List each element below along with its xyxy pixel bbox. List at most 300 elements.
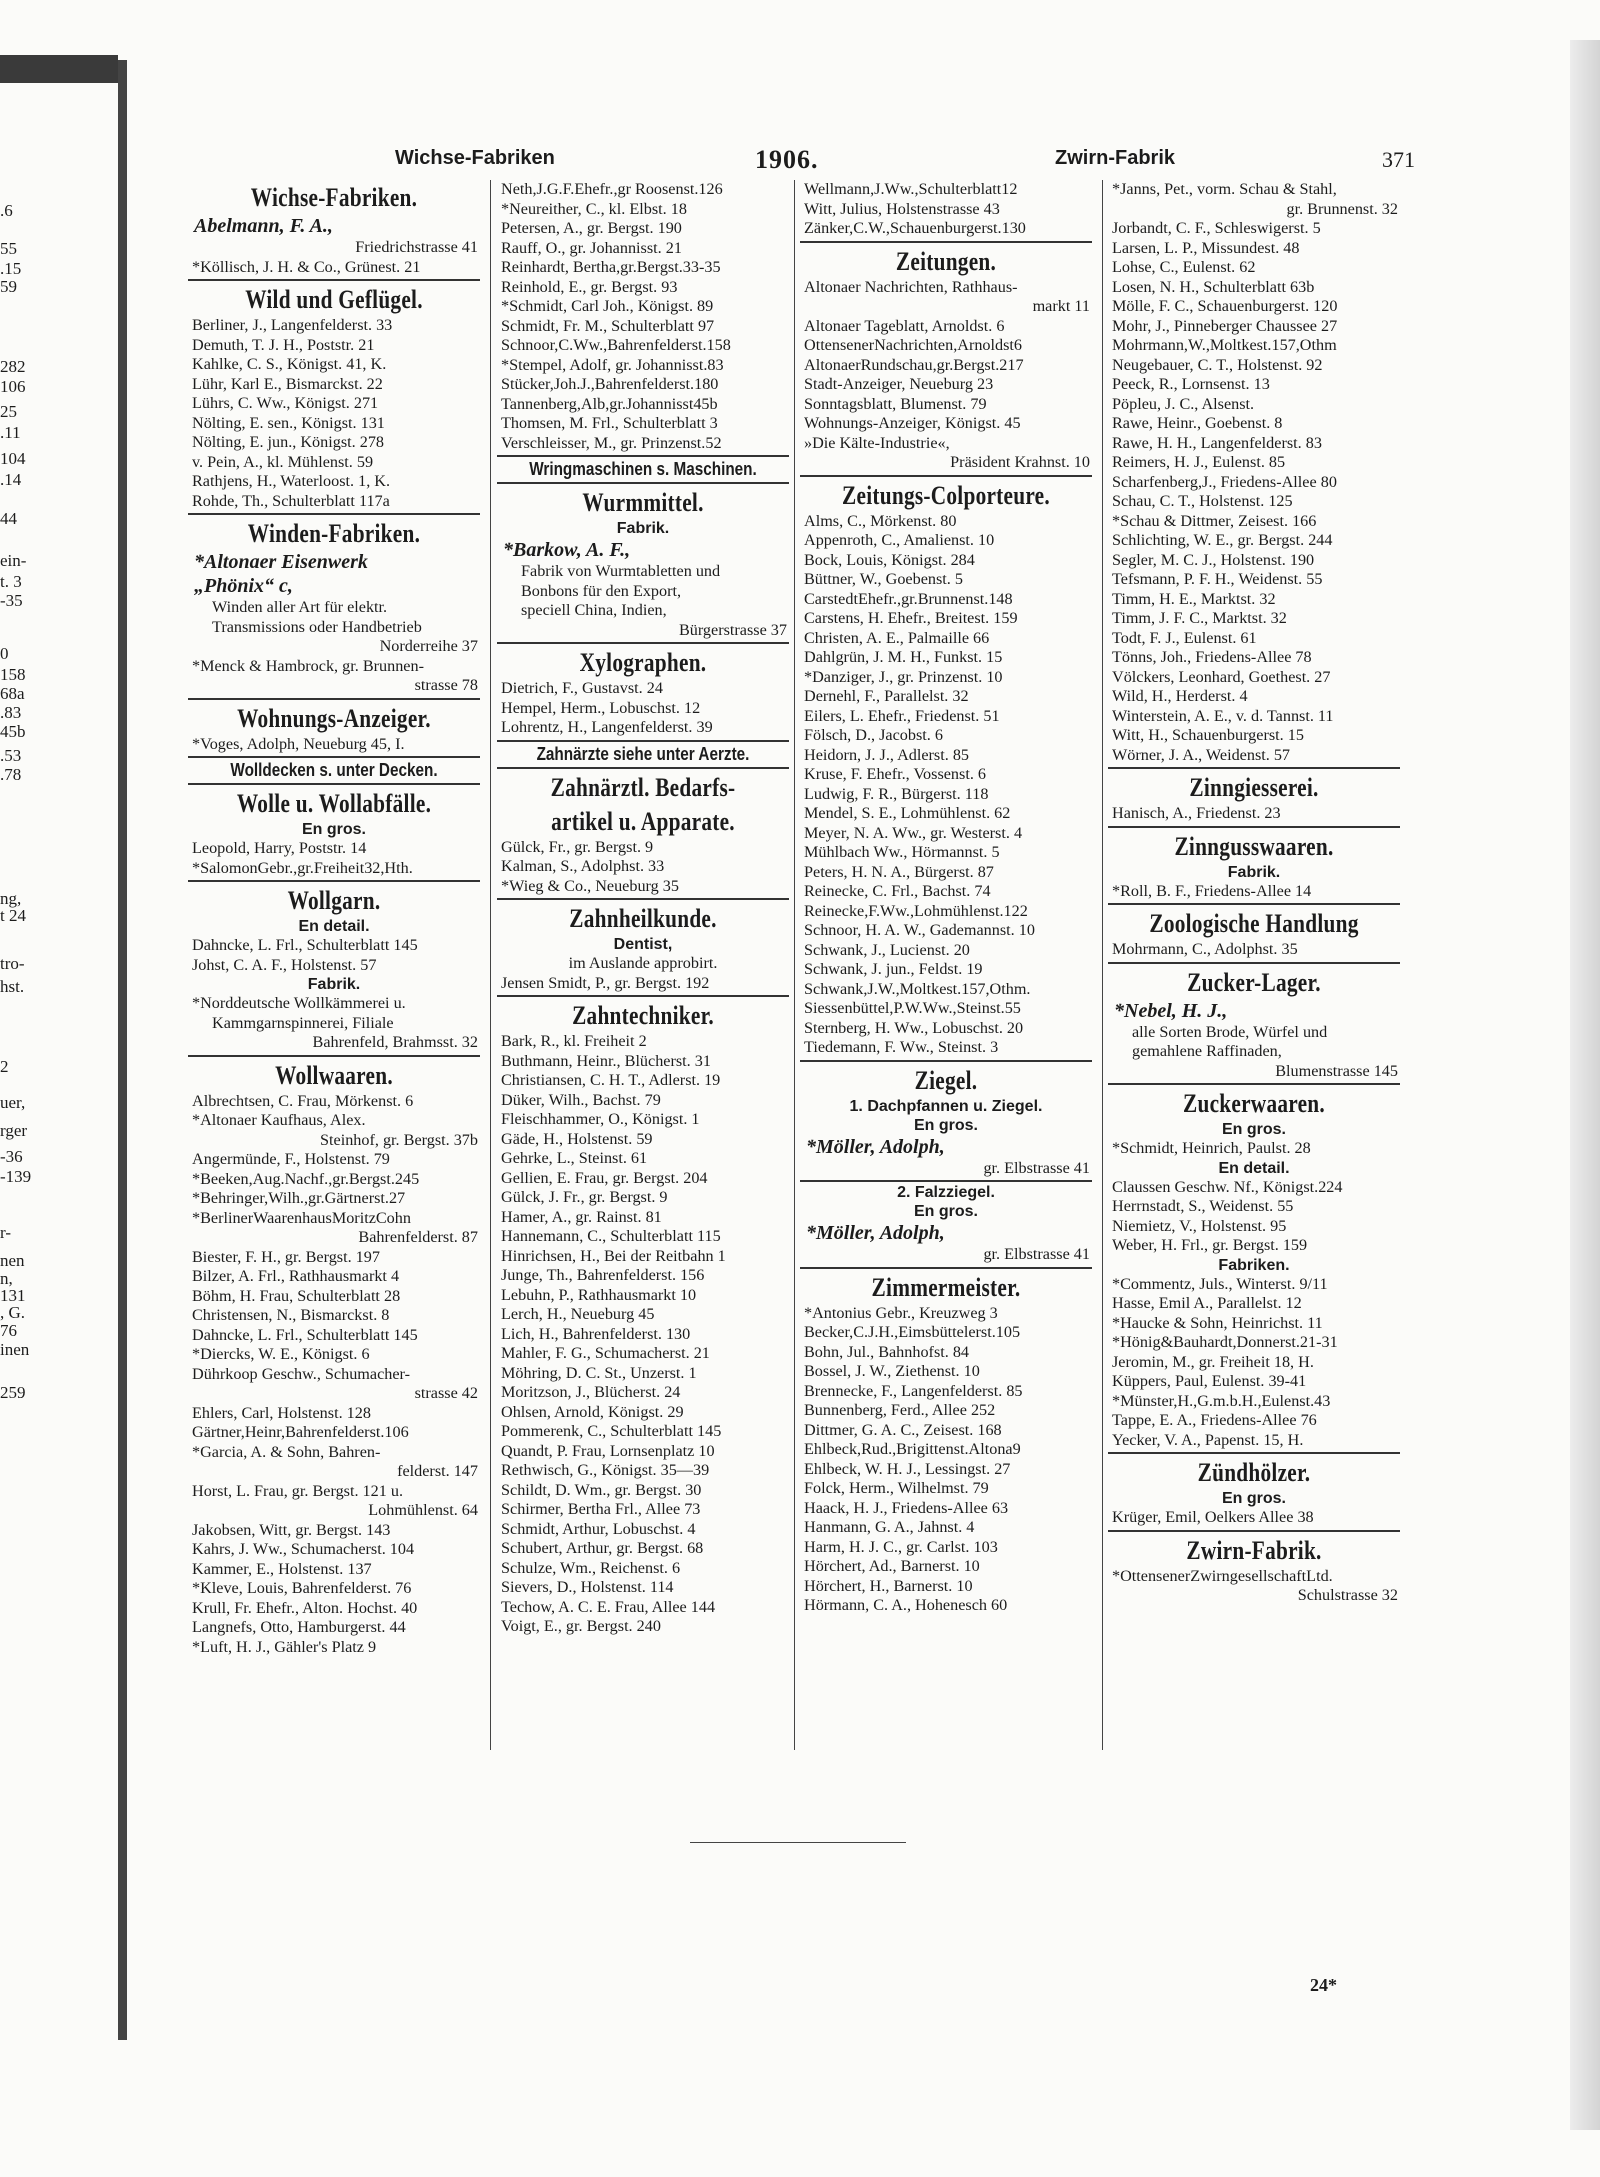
directory-entry: *Norddeutsche Wollkämmerei u. bbox=[192, 994, 406, 1012]
directory-entry: Petersen, A., gr. Bergst. 190 bbox=[501, 219, 682, 237]
directory-entry: Horst, L. Frau, gr. Bergst. 121 u. bbox=[192, 1481, 404, 1500]
directory-entry: Gellien, E. Frau, gr. Bergst. 204 bbox=[501, 1168, 708, 1187]
section-heading: Zinngusswaaren. bbox=[1174, 831, 1334, 861]
directory-entry: Wellmann,J.Ww.,Schulterblatt12 bbox=[804, 180, 1018, 198]
section-rule bbox=[1108, 1452, 1400, 1454]
directory-entry: Lerch, H., Neueburg 45 bbox=[501, 1305, 655, 1323]
section-heading: Zucker-Lager. bbox=[1187, 967, 1321, 997]
footer-rule bbox=[690, 1842, 906, 1843]
directory-entry: Lührs, C. Ww., Königst. 271 bbox=[192, 394, 379, 412]
directory-entry: Altonaer Nachrichten, Rathhaus- bbox=[804, 277, 1018, 296]
previous-page-text: 68a bbox=[0, 684, 25, 703]
directory-entry: Kahrs, J. Ww., Schumacherst. 104 bbox=[192, 1540, 415, 1558]
directory-entry: *Janns, Pet., vorm. Schau & Stahl, bbox=[1112, 180, 1337, 198]
section-heading: Wurmmittel. bbox=[582, 488, 704, 517]
previous-page-text: 2 bbox=[0, 1057, 9, 1076]
entry-continuation: Bürgerstrasse 37 bbox=[678, 620, 787, 639]
directory-column-1 bbox=[188, 180, 480, 1657]
entry-continuation: Blumenstrasse 145 bbox=[1275, 1061, 1398, 1080]
section-heading: artikel u. Apparate. bbox=[551, 806, 735, 836]
section-rule bbox=[800, 1267, 1092, 1269]
subheading: Fabriken. bbox=[1218, 1256, 1290, 1274]
directory-entry: Alms, C., Mörkenst. 80 bbox=[804, 511, 957, 530]
previous-page-text: .53 bbox=[0, 746, 22, 765]
cross-reference: Wolldecken s. unter Decken. bbox=[230, 760, 438, 780]
entry-continuation: Winden aller Art für elektr. bbox=[212, 598, 388, 616]
directory-entry: Demuth, T. J. H., Poststr. 21 bbox=[192, 335, 375, 354]
entry-continuation: Transmissions oder Handbetrieb bbox=[212, 617, 422, 636]
directory-entry: Mühlbach Ww., Hörmannst. 5 bbox=[804, 843, 1000, 861]
directory-entry: Timm, J. F. C., Marktst. 32 bbox=[1112, 609, 1287, 627]
directory-entry: Schnoor,C.Ww.,Bahrenfelderst.158 bbox=[501, 336, 731, 354]
section-heading: Wohnungs-Anzeiger. bbox=[237, 703, 431, 733]
directory-entry: Ehlers, Carl, Holstenst. 128 bbox=[192, 1403, 371, 1422]
section-heading: Wollwaaren. bbox=[275, 1060, 393, 1090]
directory-entry: Bossel, J. W., Ziethenst. 10 bbox=[804, 1362, 980, 1380]
directory-entry: *Antonius Gebr., Kreuzweg 3 bbox=[804, 1303, 998, 1322]
directory-entry: Hörchert, Ad., Barnerst. 10 bbox=[804, 1557, 980, 1575]
directory-entry: Lühr, Karl E., Bismarckst. 22 bbox=[192, 374, 383, 393]
section-rule bbox=[497, 642, 789, 644]
section-rule bbox=[497, 740, 789, 742]
directory-column-2 bbox=[497, 180, 789, 1637]
directory-entry: Schmidt, Arthur, Lobuschst. 4 bbox=[501, 1519, 696, 1538]
directory-entry: Büttner, W., Goebenst. 5 bbox=[804, 570, 963, 588]
directory-entry: Herrnstadt, S., Weidenst. 55 bbox=[1112, 1197, 1294, 1215]
previous-page-text: tro- bbox=[0, 954, 25, 973]
directory-entry: Kalman, S., Adolphst. 33 bbox=[501, 857, 665, 875]
directory-entry: Kammer, E., Holstenst. 137 bbox=[192, 1559, 372, 1578]
directory-entry: Schwank,J.W.,Moltkest.157,Othm. bbox=[804, 979, 1031, 998]
previous-page-text: .11 bbox=[0, 423, 21, 442]
directory-entry: Mohrmann, C., Adolphst. 35 bbox=[1112, 940, 1298, 958]
directory-entry: Gehrke, L., Steinst. 61 bbox=[501, 1149, 648, 1167]
directory-entry: *Menck & Hambrock, gr. Brunnen- bbox=[192, 656, 424, 675]
directory-entry: Ohlsen, Arnold, Königst. 29 bbox=[501, 1402, 684, 1421]
entry-continuation: Norderreihe 37 bbox=[379, 637, 478, 655]
directory-entry: Scharfenberg,J., Friedens-Allee 80 bbox=[1112, 472, 1337, 491]
directory-entry: Reinecke, C. Frl., Bachst. 74 bbox=[804, 882, 991, 900]
directory-entry: Pöpleu, J. C., Alsenst. bbox=[1112, 394, 1255, 413]
directory-entry: Niemietz, V., Holstenst. 95 bbox=[1112, 1216, 1287, 1235]
directory-entry: *Köllisch, J. H. & Co., Grünest. 21 bbox=[192, 257, 421, 276]
previous-page-text: 55 bbox=[0, 239, 17, 258]
section-heading: Ziegel. bbox=[914, 1065, 978, 1095]
directory-entry: Hempel, Herm., Lobuschst. 12 bbox=[501, 698, 701, 717]
directory-entry: Witt, H., Schauenburgerst. 15 bbox=[1112, 726, 1304, 744]
entry-continuation: Schulstrasse 32 bbox=[1297, 1586, 1398, 1604]
previous-page-text: .15 bbox=[0, 259, 22, 278]
directory-entry: *Münster,H.,G.m.b.H.,Eulenst.43 bbox=[1112, 1391, 1331, 1410]
section-rule bbox=[188, 279, 480, 281]
directory-entry: Buthmann, Heinr., Blücherst. 31 bbox=[501, 1051, 711, 1070]
directory-entry: Lohse, C., Eulenst. 62 bbox=[1112, 258, 1256, 276]
previous-page-text: 106 bbox=[0, 377, 26, 396]
directory-entry: Nölting, E. sen., Königst. 131 bbox=[192, 413, 385, 432]
featured-entry: „Phönix“ c, bbox=[194, 575, 293, 597]
directory-entry: Todt, F. J., Eulenst. 61 bbox=[1112, 628, 1257, 647]
directory-entry: *Haucke & Sohn, Heinrichst. 11 bbox=[1112, 1313, 1323, 1332]
featured-entry: *Möller, Adolph, bbox=[806, 1135, 945, 1158]
directory-entry: *Neureither, C., kl. Elbst. 18 bbox=[501, 199, 687, 218]
previous-page-text: .83 bbox=[0, 703, 22, 722]
section-rule bbox=[188, 756, 480, 758]
directory-entry: Möhring, D. C. St., Unzerst. 1 bbox=[501, 1363, 697, 1382]
directory-entry: Quandt, P. Frau, Lornsenplatz 10 bbox=[501, 1441, 715, 1460]
previous-page-text: n, bbox=[0, 1269, 13, 1288]
subheading: Fabrik. bbox=[616, 520, 670, 537]
directory-entry: Rohde, Th., Schulterblatt 117a bbox=[192, 491, 390, 510]
section-heading: Wollgarn. bbox=[287, 886, 381, 915]
directory-entry: Eilers, L. Ehefr., Friedenst. 51 bbox=[804, 706, 1000, 725]
directory-entry: Ehlbeck, W. H. J., Lessingst. 27 bbox=[804, 1459, 1011, 1478]
directory-entry: Sievers, D., Holstenst. 114 bbox=[501, 1578, 674, 1596]
previous-page-text: r- bbox=[0, 1223, 11, 1242]
subheading: En detail. bbox=[1218, 1159, 1290, 1177]
entry-continuation: gr. Brunnenst. 32 bbox=[1286, 199, 1398, 218]
directory-entry: Mohrmann,W.,Moltkest.157,Othm bbox=[1112, 336, 1337, 354]
directory-entry: *Schmidt, Carl Joh., Königst. 89 bbox=[501, 297, 714, 315]
directory-entry: *Commentz, Juls., Winterst. 9/11 bbox=[1112, 1274, 1328, 1293]
directory-entry: Verschleisser, M., gr. Prinzenst.52 bbox=[501, 433, 722, 452]
previous-page-text: -139 bbox=[0, 1167, 32, 1186]
directory-entry: Lich, H., Bahrenfelderst. 130 bbox=[501, 1324, 691, 1343]
section-heading: Zwirn-Fabrik. bbox=[1186, 1535, 1322, 1565]
directory-entry: *Wieg & Co., Neueburg 35 bbox=[501, 876, 679, 895]
directory-entry: Reinhold, E., gr. Bergst. 93 bbox=[501, 277, 678, 296]
directory-entry: Hörchert, H., Barnerst. 10 bbox=[804, 1576, 973, 1595]
previous-page-text: -35 bbox=[0, 591, 23, 610]
header-year: 1906. bbox=[755, 145, 819, 174]
directory-entry: Christiansen, C. H. T., Adlerst. 19 bbox=[501, 1071, 721, 1089]
entry-continuation: Steinhof, gr. Bergst. 37b bbox=[320, 1130, 478, 1149]
entry-continuation: speciell China, Indien, bbox=[521, 601, 667, 619]
section-rule bbox=[800, 1060, 1092, 1062]
directory-entry: Hörmann, C. A., Hohenesch 60 bbox=[804, 1596, 1008, 1614]
entry-continuation: Bahrenfelderst. 87 bbox=[358, 1228, 478, 1246]
entry-continuation: Bonbons für den Export, bbox=[521, 581, 682, 600]
previous-page-text: .6 bbox=[0, 201, 13, 220]
section-rule bbox=[1108, 962, 1400, 964]
previous-page-text: ng, bbox=[0, 889, 22, 908]
directory-entry: Schlichting, W. E., gr. Bergst. 244 bbox=[1112, 531, 1333, 549]
directory-entry: Rawe, Heinr., Goebenst. 8 bbox=[1112, 414, 1283, 432]
subheading: Fabrik. bbox=[1227, 863, 1281, 881]
section-heading: Wild und Geflügel. bbox=[245, 285, 423, 314]
section-rule bbox=[497, 482, 789, 484]
previous-page-text: 59 bbox=[0, 277, 17, 296]
directory-entry: Fölsch, D., Jacobst. 6 bbox=[804, 726, 943, 744]
directory-entry: Witt, Julius, Holstenstrasse 43 bbox=[804, 199, 1000, 218]
directory-entry: Tappe, E. A., Friedens-Allee 76 bbox=[1112, 1411, 1317, 1429]
book-spine bbox=[118, 60, 127, 2040]
section-rule bbox=[800, 475, 1092, 477]
featured-entry: *Nebel, H. J., bbox=[1114, 999, 1228, 1022]
section-rule bbox=[497, 455, 789, 457]
section-heading: Wichse-Fabriken. bbox=[250, 183, 418, 212]
directory-entry: Johst, C. A. F., Holstenst. 57 bbox=[192, 955, 377, 974]
directory-entry: Tefsmann, P. F. H., Weidenst. 55 bbox=[1112, 570, 1323, 588]
section-heading: Zahnheilkunde. bbox=[569, 904, 717, 933]
directory-entry: *Stempel, Adolf, gr. Johannisst.83 bbox=[501, 355, 724, 374]
directory-entry: Fleischhammer, O., Königst. 1 bbox=[501, 1110, 700, 1128]
section-rule bbox=[188, 1055, 480, 1057]
directory-entry: Wörner, J. A., Weidenst. 57 bbox=[1112, 745, 1291, 764]
subheading: En gros. bbox=[913, 1116, 978, 1134]
previous-page-fragment bbox=[0, 90, 112, 1970]
directory-entry: Reimers, H. J., Eulenst. 85 bbox=[1112, 453, 1286, 471]
previous-page-text: 45b bbox=[0, 722, 26, 741]
previous-page-text: 259 bbox=[0, 1383, 26, 1402]
directory-entry: Schwank, J. jun., Feldst. 19 bbox=[804, 960, 983, 978]
entry-continuation: Fabrik von Wurmtabletten und bbox=[521, 562, 721, 580]
entry-continuation: strasse 42 bbox=[414, 1384, 478, 1402]
previous-page-text: 0 bbox=[0, 644, 9, 663]
featured-entry: Abelmann, F. A., bbox=[194, 215, 333, 237]
directory-entry: Reinecke,F.Ww.,Lohmühlenst.122 bbox=[804, 901, 1028, 920]
directory-entry: *Hönig&Bauhardt,Donnerst.21-31 bbox=[1112, 1333, 1338, 1351]
directory-entry: Jorbandt, C. F., Schleswigerst. 5 bbox=[1112, 219, 1321, 237]
cross-reference: Zahnärzte siehe unter Aerzte. bbox=[536, 743, 750, 764]
directory-entry: Nölting, E. jun., Königst. 278 bbox=[192, 433, 385, 451]
directory-entry: Schmidt, Fr. M., Schulterblatt 97 bbox=[501, 316, 715, 335]
directory-entry: *OttensenerZwirngesellschaftLtd. bbox=[1112, 1566, 1333, 1585]
previous-page-text: -36 bbox=[0, 1147, 23, 1166]
directory-entry: *Schau & Dittmer, Zeisest. 166 bbox=[1112, 511, 1317, 530]
scan-edge-mark bbox=[0, 55, 118, 83]
directory-entry: Rathjens, H., Waterloost. 1, K. bbox=[192, 472, 391, 490]
previous-page-text: rger bbox=[0, 1121, 28, 1140]
directory-entry: Langnefs, Otto, Hamburgerst. 44 bbox=[192, 1618, 406, 1636]
directory-entry: Mölle, F. C., Schauenburgerst. 120 bbox=[1112, 297, 1338, 315]
previous-page-text: 282 bbox=[0, 357, 26, 376]
directory-entry: Mendel, S. E., Lohmühlenst. 62 bbox=[804, 804, 1011, 822]
subheading: 2. Falzziegel. bbox=[897, 1184, 995, 1201]
directory-column-4 bbox=[1108, 180, 1400, 1606]
entry-continuation: gr. Elbstrasse 41 bbox=[983, 1245, 1090, 1263]
directory-entry: Carstens, H. Ehefr., Breitest. 159 bbox=[804, 609, 1018, 627]
directory-entry: *Behringer,Wilh.,gr.Gärtnerst.27 bbox=[192, 1189, 406, 1207]
section-rule bbox=[1108, 767, 1400, 769]
directory-entry: Sternberg, H. Ww., Lobuschst. 20 bbox=[804, 1018, 1024, 1037]
directory-entry: Winterstein, A. E., v. d. Tannst. 11 bbox=[1112, 706, 1334, 725]
previous-page-text: hst. bbox=[0, 977, 25, 996]
section-rule bbox=[188, 880, 480, 882]
directory-entry: Larsen, L. P., Missundest. 48 bbox=[1112, 238, 1300, 257]
section-heading: Winden-Fabriken. bbox=[247, 519, 421, 548]
directory-entry: *Voges, Adolph, Neueburg 45, I. bbox=[192, 734, 405, 753]
entry-continuation: Kammgarnspinnerei, Filiale bbox=[212, 1013, 394, 1032]
directory-entry: Harm, H. J. C., gr. Carlst. 103 bbox=[804, 1537, 998, 1556]
featured-entry: *Möller, Adolph, bbox=[806, 1222, 945, 1244]
directory-entry: Bock, Louis, Königst. 284 bbox=[804, 550, 975, 569]
directory-entry: Krull, Fr. Ehefr., Alton. Hochst. 40 bbox=[192, 1598, 418, 1617]
previous-page-text: 158 bbox=[0, 665, 26, 684]
directory-entry: Thomsen, M. Frl., Schulterblatt 3 bbox=[501, 414, 718, 432]
section-heading: Zoologische Handlung bbox=[1149, 909, 1359, 938]
directory-entry: Segler, M. C. J., Holstenst. 190 bbox=[1112, 550, 1315, 569]
directory-entry: Hannemann, C., Schulterblatt 115 bbox=[501, 1227, 721, 1245]
directory-entry: Hinrichsen, H., Bei der Reitbahn 1 bbox=[501, 1246, 726, 1265]
section-rule bbox=[497, 767, 789, 769]
directory-entry: Angermünde, F., Holstenst. 79 bbox=[192, 1150, 390, 1168]
directory-entry: Leopold, Harry, Poststr. 14 bbox=[192, 839, 367, 857]
directory-entry: Dahncke, L. Frl., Schulterblatt 145 bbox=[192, 1325, 418, 1344]
previous-page-text: 25 bbox=[0, 402, 17, 421]
previous-page-text: , G. bbox=[0, 1303, 26, 1322]
directory-entry: Wohnungs-Anzeiger, Königst. 45 bbox=[804, 414, 1021, 432]
section-rule bbox=[188, 783, 480, 785]
directory-entry: Meyer, N. A. Ww., gr. Westerst. 4 bbox=[804, 823, 1023, 842]
directory-entry: Gülck, Fr., gr. Bergst. 9 bbox=[501, 837, 654, 856]
directory-entry: *Danziger, J., gr. Prinzenst. 10 bbox=[804, 667, 1003, 686]
running-header bbox=[190, 147, 1415, 177]
directory-entry: Schubert, Arthur, gr. Bergst. 68 bbox=[501, 1539, 704, 1557]
section-rule bbox=[497, 898, 789, 900]
previous-page-text: .14 bbox=[0, 470, 22, 489]
directory-entry: Schulze, Wm., Reichenst. 6 bbox=[501, 1558, 681, 1577]
directory-entry: Appenroth, C., Amalienst. 10 bbox=[804, 531, 995, 549]
directory-entry: *Kleve, Louis, Bahrenfelderst. 76 bbox=[192, 1579, 412, 1597]
section-rule bbox=[1108, 1083, 1400, 1085]
page-edge-shadow bbox=[1570, 40, 1600, 2130]
section-rule bbox=[497, 995, 789, 997]
directory-entry: Bunnenberg, Ferd., Allee 252 bbox=[804, 1401, 996, 1419]
directory-entry: Tannenberg,Alb,gr.Johannisst45b bbox=[501, 394, 718, 413]
directory-entry: Bark, R., kl. Freiheit 2 bbox=[501, 1032, 647, 1050]
directory-entry: Junge, Th., Bahrenfelderst. 156 bbox=[501, 1266, 705, 1284]
section-rule bbox=[1108, 1530, 1400, 1532]
directory-entry: *Garcia, A. & Sohn, Bahren- bbox=[192, 1442, 381, 1461]
column-divider bbox=[794, 180, 795, 1750]
subheading: Dentist, bbox=[613, 936, 673, 953]
directory-entry: Losen, N. H., Schulterblatt 63b bbox=[1112, 277, 1315, 296]
featured-entry: *Barkow, A. F., bbox=[503, 539, 631, 561]
directory-entry: Ludwig, F. R., Bürgerst. 118 bbox=[804, 784, 989, 803]
directory-entry: Dernehl, F., Parallelst. 32 bbox=[804, 687, 969, 705]
directory-entry: Folck, Herm., Wilhelmst. 79 bbox=[804, 1479, 989, 1497]
previous-page-text: uer, bbox=[0, 1093, 26, 1112]
directory-entry: v. Pein, A., kl. Mühlenst. 59 bbox=[192, 452, 374, 471]
directory-entry: Bohn, Jul., Bahnhofst. 84 bbox=[804, 1342, 970, 1361]
header-first-entry: Wichse-Fabriken bbox=[395, 147, 555, 169]
subheading: En gros. bbox=[1221, 1121, 1286, 1138]
cross-reference: Wringmaschinen s. Maschinen. bbox=[529, 459, 757, 479]
previous-page-text: inen bbox=[0, 1340, 30, 1359]
directory-entry: Hamer, A., gr. Rainst. 81 bbox=[501, 1207, 662, 1226]
directory-entry: Hanisch, A., Friedenst. 23 bbox=[1112, 804, 1281, 822]
previous-page-text: nen bbox=[0, 1251, 25, 1270]
directory-entry: Rawe, H. H., Langenfelderst. 83 bbox=[1112, 433, 1322, 452]
directory-entry: Stadt-Anzeiger, Neueburg 23 bbox=[804, 375, 994, 393]
entry-continuation: alle Sorten Brode, Würfel und bbox=[1132, 1022, 1328, 1041]
directory-entry: Tiedemann, F. Ww., Steinst. 3 bbox=[804, 1038, 999, 1056]
directory-entry: Dahncke, L. Frl., Schulterblatt 145 bbox=[192, 936, 418, 954]
directory-entry: *BerlinerWaarenhausMoritzCohn bbox=[192, 1208, 411, 1227]
directory-entry: Gärtner,Heinr,Bahrenfelderst.106 bbox=[192, 1423, 409, 1441]
section-heading: Zahnärztl. Bedarfs- bbox=[550, 772, 736, 802]
directory-entry: Dührkoop Geschw., Schumacher- bbox=[192, 1364, 410, 1383]
section-heading: Zeitungen. bbox=[895, 246, 997, 276]
directory-entry: Moritzson, J., Blücherst. 24 bbox=[501, 1383, 681, 1401]
directory-entry: Kruse, F. Ehefr., Vossenst. 6 bbox=[804, 765, 987, 783]
directory-entry: Bilzer, A. Frl., Rathhausmarkt 4 bbox=[192, 1267, 400, 1285]
section-rule bbox=[800, 241, 1092, 243]
directory-entry: Heidorn, J. J., Adlerst. 85 bbox=[804, 745, 970, 764]
directory-entry: Siessenbüttel,P.W.Ww.,Steinst.55 bbox=[804, 999, 1021, 1017]
directory-entry: Techow, A. C. E. Frau, Allee 144 bbox=[501, 1597, 716, 1616]
previous-page-text: 104 bbox=[0, 449, 26, 468]
directory-entry: Stücker,Joh.J.,Bahrenfelderst.180 bbox=[501, 375, 719, 393]
directory-entry: Schnoor, H. A. W., Gademannst. 10 bbox=[804, 921, 1035, 939]
directory-entry: Lebuhn, P., Rathhausmarkt 10 bbox=[501, 1285, 697, 1304]
directory-entry: Sonntagsblatt, Blumenst. 79 bbox=[804, 394, 987, 413]
subheading: En gros. bbox=[301, 821, 366, 838]
entry-continuation: Friedrichstrasse 41 bbox=[355, 238, 478, 256]
directory-entry: Yecker, V. A., Papenst. 15, H. bbox=[1112, 1430, 1304, 1449]
directory-entry: Lohrentz, H., Langenfelderst. 39 bbox=[501, 718, 713, 736]
directory-entry: *Luft, H. J., Gähler's Platz 9 bbox=[192, 1637, 377, 1656]
previous-page-text: 76 bbox=[0, 1321, 17, 1340]
entry-continuation: Präsident Krahnst. 10 bbox=[950, 453, 1090, 471]
directory-entry: Schildt, D. Wm., gr. Bergst. 30 bbox=[501, 1480, 702, 1499]
subheading: 1. Dachpfannen u. Ziegel. bbox=[849, 1097, 1043, 1115]
entry-continuation: gemahlene Raffinaden, bbox=[1132, 1042, 1282, 1060]
directory-entry: Biester, F. H., gr. Bergst. 197 bbox=[192, 1247, 380, 1266]
entry-continuation: markt 11 bbox=[1032, 297, 1090, 315]
entry-continuation: Bahrenfeld, Brahmsst. 32 bbox=[312, 1033, 478, 1051]
directory-entry: Jeromin, M., gr. Freiheit 18, H. bbox=[1112, 1352, 1314, 1371]
entry-continuation: gr. Elbstrasse 41 bbox=[983, 1158, 1090, 1177]
column-divider bbox=[1102, 180, 1103, 1750]
directory-entry: Altonaer Tageblatt, Arnoldst. 6 bbox=[804, 316, 1005, 335]
directory-entry: OttensenerNachrichten,Arnoldst6 bbox=[804, 336, 1023, 354]
directory-entry: Neugebauer, C. T., Holstenst. 92 bbox=[1112, 355, 1323, 374]
section-rule bbox=[188, 698, 480, 700]
directory-entry: *Roll, B. F., Friedens-Allee 14 bbox=[1112, 881, 1312, 900]
directory-entry: Jakobsen, Witt, gr. Bergst. 143 bbox=[192, 1520, 391, 1539]
previous-page-text: .78 bbox=[0, 765, 22, 784]
directory-entry: Reinhardt, Bertha,gr.Bergst.33-35 bbox=[501, 258, 721, 276]
directory-entry: Mahler, F. G., Schumacherst. 21 bbox=[501, 1344, 710, 1362]
directory-entry: Böhm, H. Frau, Schulterblatt 28 bbox=[192, 1286, 401, 1305]
directory-entry: Dietrich, F., Gustavst. 24 bbox=[501, 679, 663, 697]
directory-entry: Dahlgrün, J. M. H., Funkst. 15 bbox=[804, 648, 1003, 666]
featured-entry: *Altonaer Eisenwerk bbox=[194, 551, 368, 573]
directory-entry: Christen, A. E., Palmaille 66 bbox=[804, 628, 990, 647]
section-heading: Xylographen. bbox=[579, 648, 707, 677]
directory-entry: Dittmer, G. A. C., Zeisest. 168 bbox=[804, 1420, 1002, 1439]
section-heading: Zinngiesserei. bbox=[1189, 773, 1319, 802]
subheading: En gros. bbox=[913, 1203, 978, 1220]
directory-entry: Rauff, O., gr. Johannisst. 21 bbox=[501, 238, 682, 257]
column-divider bbox=[490, 180, 491, 1750]
directory-entry: Brennecke, F., Langenfelderst. 85 bbox=[804, 1381, 1023, 1400]
header-last-entry: Zwirn-Fabrik bbox=[1055, 147, 1176, 169]
directory-entry: Berliner, J., Langenfelderst. 33 bbox=[192, 316, 393, 334]
previous-page-text: 131 bbox=[0, 1286, 26, 1305]
directory-entry: Hanmann, G. A., Jahnst. 4 bbox=[804, 1518, 975, 1536]
directory-entry: Mohr, J., Pinneberger Chaussee 27 bbox=[1112, 316, 1338, 335]
directory-entry: Kahlke, C. S., Königst. 41, K. bbox=[192, 355, 387, 373]
subheading: En detail. bbox=[298, 918, 370, 935]
directory-entry: Rethwisch, G., Königst. 35—39 bbox=[501, 1461, 710, 1479]
section-heading: Wolle u. Wollabfälle. bbox=[236, 789, 432, 818]
directory-entry: Weber, H. Frl., gr. Bergst. 159 bbox=[1112, 1236, 1308, 1254]
directory-entry: Gülck, J. Fr., gr. Bergst. 9 bbox=[501, 1188, 668, 1206]
previous-page-text: 44 bbox=[0, 509, 17, 528]
previous-page-text: t 24 bbox=[0, 906, 26, 925]
